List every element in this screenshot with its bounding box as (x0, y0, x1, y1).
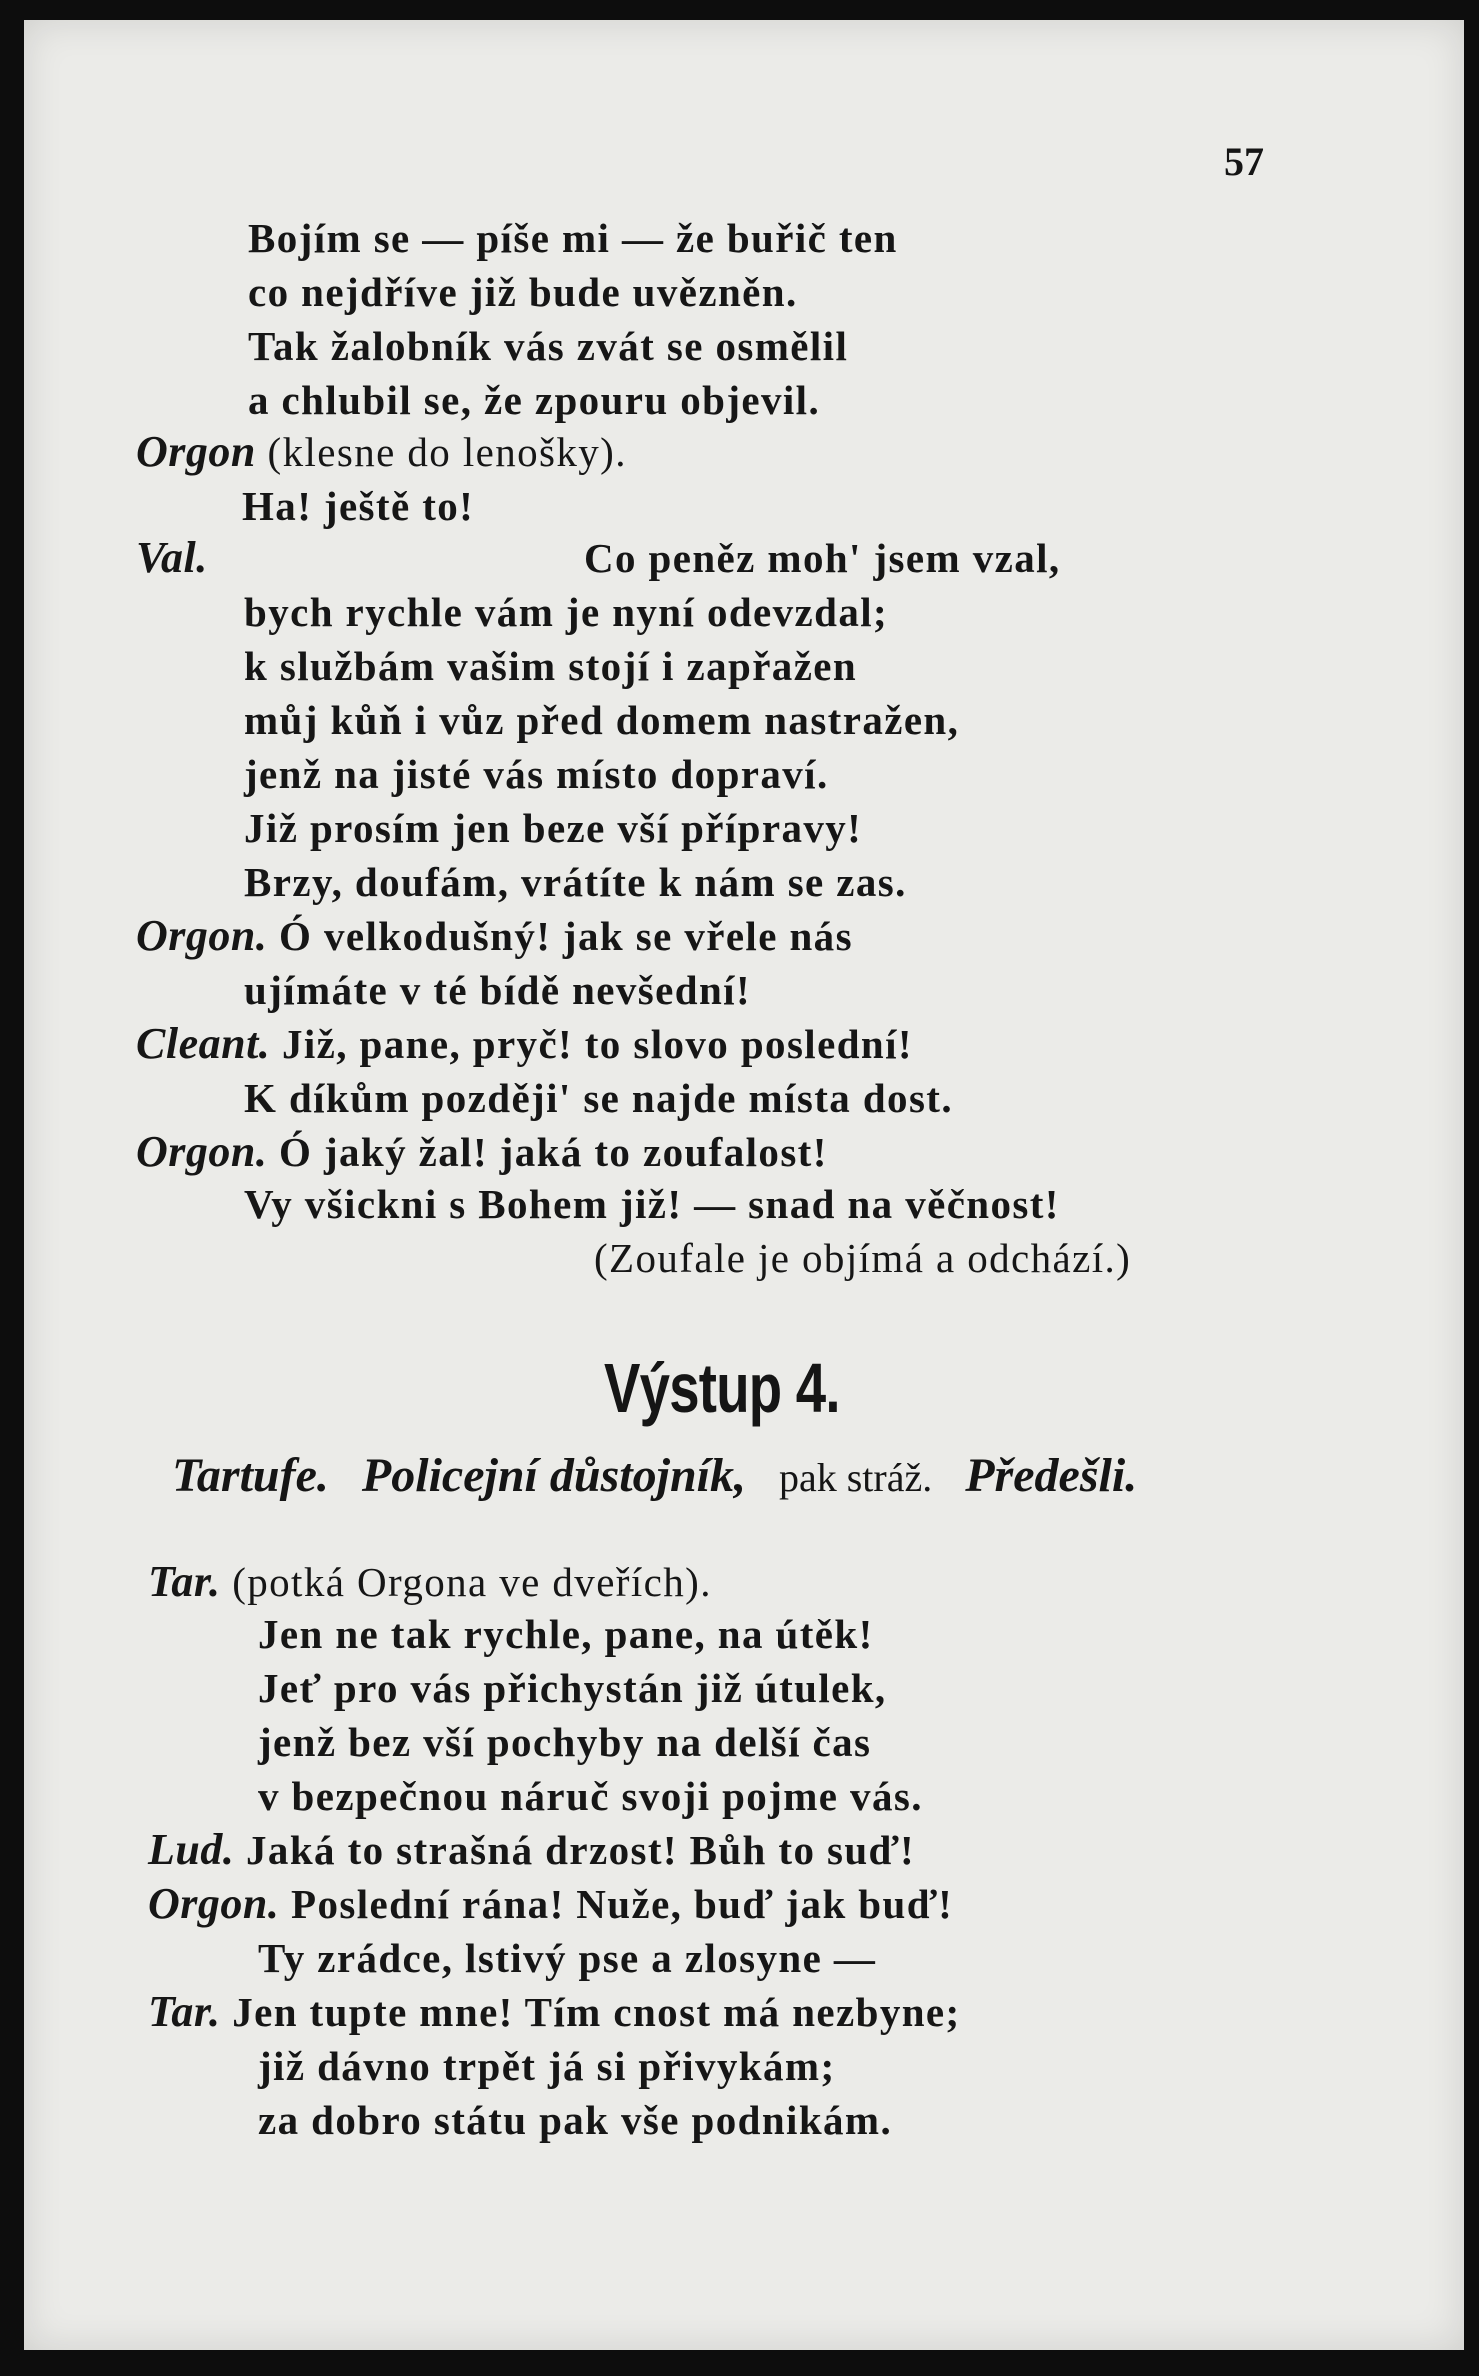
role-guard: pak stráž. (778, 1455, 933, 1500)
verse-line: Vy všickni s Bohem již! — snad na věčnost! (244, 1181, 1060, 1227)
scene-heading: Výstup 4. (604, 1349, 840, 1427)
speaker-name: Tar. (148, 1987, 221, 2036)
speaker-name: Orgon. (136, 911, 268, 960)
speaker-name: Lud. (148, 1825, 235, 1874)
speaker-line (148, 1987, 961, 2036)
verse-line: můj kůň i vůz před domem nastražen, (244, 697, 960, 743)
speaker-line (136, 427, 627, 476)
verse-line: Ha! ještě to! (242, 483, 475, 529)
verse-line: K díkům později' se najde místa dost. (244, 1075, 954, 1121)
verse-text: Jen tupte mne! Tím cnost má nezbyne; (232, 1989, 961, 2035)
speaker-name: Orgon. (136, 1127, 268, 1176)
stage-direction: (klesne do lenošky). (267, 429, 627, 475)
verse-line: k službám vašim stojí i zapřažen (244, 643, 858, 689)
speaker-line (136, 533, 208, 582)
verse-line: Tak žalobník vás zvát se osmělil (248, 323, 849, 369)
verse-line: ujímáte v té bídě nevšední! (244, 967, 751, 1013)
verse-line: jenž bez vší pochyby na delší čas (258, 1719, 872, 1765)
role-tartufe: Tartufe. (172, 1449, 329, 1502)
speaker-name: Val. (136, 533, 208, 582)
verse-line: již dávno trpět já si přivykám; (258, 2043, 836, 2089)
speaker-line (148, 1825, 916, 1874)
stage-direction: (potká Orgona ve dveřích). (232, 1559, 712, 1605)
speaker-name: Orgon (136, 427, 256, 476)
speaker-line (136, 1127, 828, 1176)
stage-direction: (Zoufale je objímá a odchází.) (594, 1235, 1132, 1281)
speaker-name: Cleant. (136, 1019, 271, 1068)
verse-line: Jen ne tak rychle, pane, na útěk! (258, 1611, 874, 1657)
scene-roles (172, 1449, 1138, 1502)
verse-line: Jeť pro vás přichystán již útulek, (258, 1665, 887, 1711)
verse-line: Ty zrádce, lstivý pse a zlosyne — (258, 1935, 877, 1981)
verse-text: Již, pane, pryč! to slovo poslední! (281, 1021, 913, 1067)
speaker-line (136, 911, 853, 960)
verse-line: jenž na jisté vás místo doprаví. (244, 751, 829, 797)
verse-text: Ó jaký žal! jaká to zoufalost! (279, 1129, 828, 1175)
verse-line: za dobro státu pak vše podnikám. (258, 2097, 893, 2143)
verse-text: Ó velkodušný! jak se vřele nás (279, 913, 853, 959)
speaker-line (136, 1019, 913, 1068)
verse-line: Brzy, doufám, vrátíte k nám se zas. (244, 859, 907, 905)
speaker-line (148, 1879, 954, 1928)
page-number: 57 (1224, 139, 1264, 184)
verse-text: Jaká to strašná drzost! Bůh to suď! (246, 1827, 916, 1873)
speaker-name: Tar. (148, 1557, 221, 1606)
verse-line: Již prosím jen beze vší přípravy! (244, 805, 863, 851)
verse-line: co nejdříve již bude uvězněn. (248, 269, 798, 315)
speaker-line (148, 1557, 712, 1606)
book-page (24, 20, 1464, 2350)
verse-line: Bojím se — píše mi — že buřič ten (248, 215, 898, 261)
verse-line: a chlubil se, že zpouru objevil. (248, 377, 821, 423)
role-previous: Předešli. (965, 1449, 1138, 1502)
verse-text: Poslední rána! Nuže, buď jak buď! (291, 1881, 954, 1927)
role-officer: Policejní důstojník, (361, 1449, 746, 1502)
verse-line: bych rychle vám je nyní odevzdal; (244, 589, 889, 635)
verse-line: v bezpečnou náruč svoji pojme vás. (258, 1773, 923, 1819)
verse-line: Co peněz moh' jsem vzal, (584, 535, 1061, 581)
speaker-name: Orgon. (148, 1879, 280, 1928)
